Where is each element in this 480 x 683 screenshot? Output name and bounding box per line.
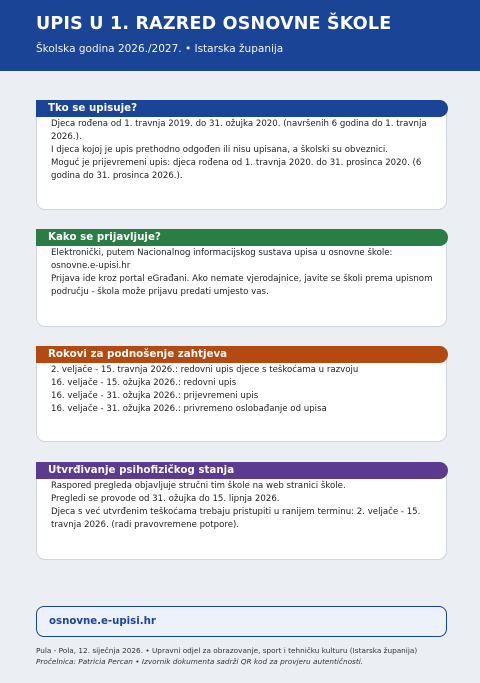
portal-link[interactable]: osnovne.e-upisi.hr [36,606,447,637]
section-line: I djeca kojoj je upis prethodno odgođen ili nisu upisana, a školski su obveznici. [51,145,389,155]
section-card-how [36,229,447,327]
section-title-deadlines: Rokovi za podnošenje zahtjeva [36,346,448,363]
footer-note: Pročelnica: Patricia Percan • Izvornik dokumenta sadrži QR kod za provjeru autentičnosti. [36,657,364,666]
section-line: Elektronički, putem Nacionalnog informacijskog sustava upisa u osnovne škole: osnovne.e-upisi.hr [51,248,393,271]
footer-line: Pula - Pola, 12. siječnja 2026. • Upravni odjel za obrazovanje, sport i tehničku kulturu (Istarska županija) [36,646,418,655]
section-card-deadlines [36,346,447,442]
section-line: Djeca s već utvrđenim teškoćama trebaju pristupiti u ranijem terminu: 2. veljače - 15. travnja 2026. (radi pravovremene potpore). [51,507,421,530]
section-title-who: Tko se upisuje? [36,100,448,117]
section-line: Raspored pregleda objavljuje stručni tim škole na web stranici škole. [51,481,346,491]
page-title: UPIS U 1. RAZRED OSNOVNE ŠKOLE [36,14,392,34]
section-line: 2. veljače - 15. travnja 2026.: redovni upis djece s teškoćama u razvoju [51,365,359,375]
section-line: 16. veljače - 15. ožujka 2026.: redovni upis [51,378,237,388]
section-body-deadlines [51,364,436,416]
section-card-assessment [36,462,447,560]
section-line: Prijava ide kroz portal eGrađani. Ako nemate vjerodajnice, javite se školi prema upisnom području - škola može prijavu predati umjesto vas. [51,274,433,297]
section-body-who [51,118,436,183]
section-line: Moguć je prijevremeni upis: djeca rođena od 1. travnja 2020. do 31. prosinca 2020. (6 godina do 31. prosinca 2026.). [51,158,422,181]
section-card-who [36,100,447,210]
section-body-assessment [51,480,436,532]
section-title-assessment: Utvrđivanje psihofizičkog stanja [36,462,448,479]
page-subtitle: Školska godina 2026./2027. • Istarska županija [36,43,284,55]
page-header [0,0,480,71]
section-body-how [51,247,436,299]
section-line: 16. veljače - 31. ožujka 2026.: prijevremeni upis [51,391,259,401]
section-line: Pregledi se provode od 31. ožujka do 15. lipnja 2026. [51,494,280,504]
section-line: Djeca rođena od 1. travnja 2019. do 31. ožujka 2020. (navršenih 6 godina do 1. travnja 2026.). [51,119,427,142]
section-line: 16. veljače - 31. ožujka 2026.: privremeno oslobađanje od upisa [51,404,327,414]
footer [36,645,456,667]
section-title-how: Kako se prijavljuje? [36,229,448,246]
